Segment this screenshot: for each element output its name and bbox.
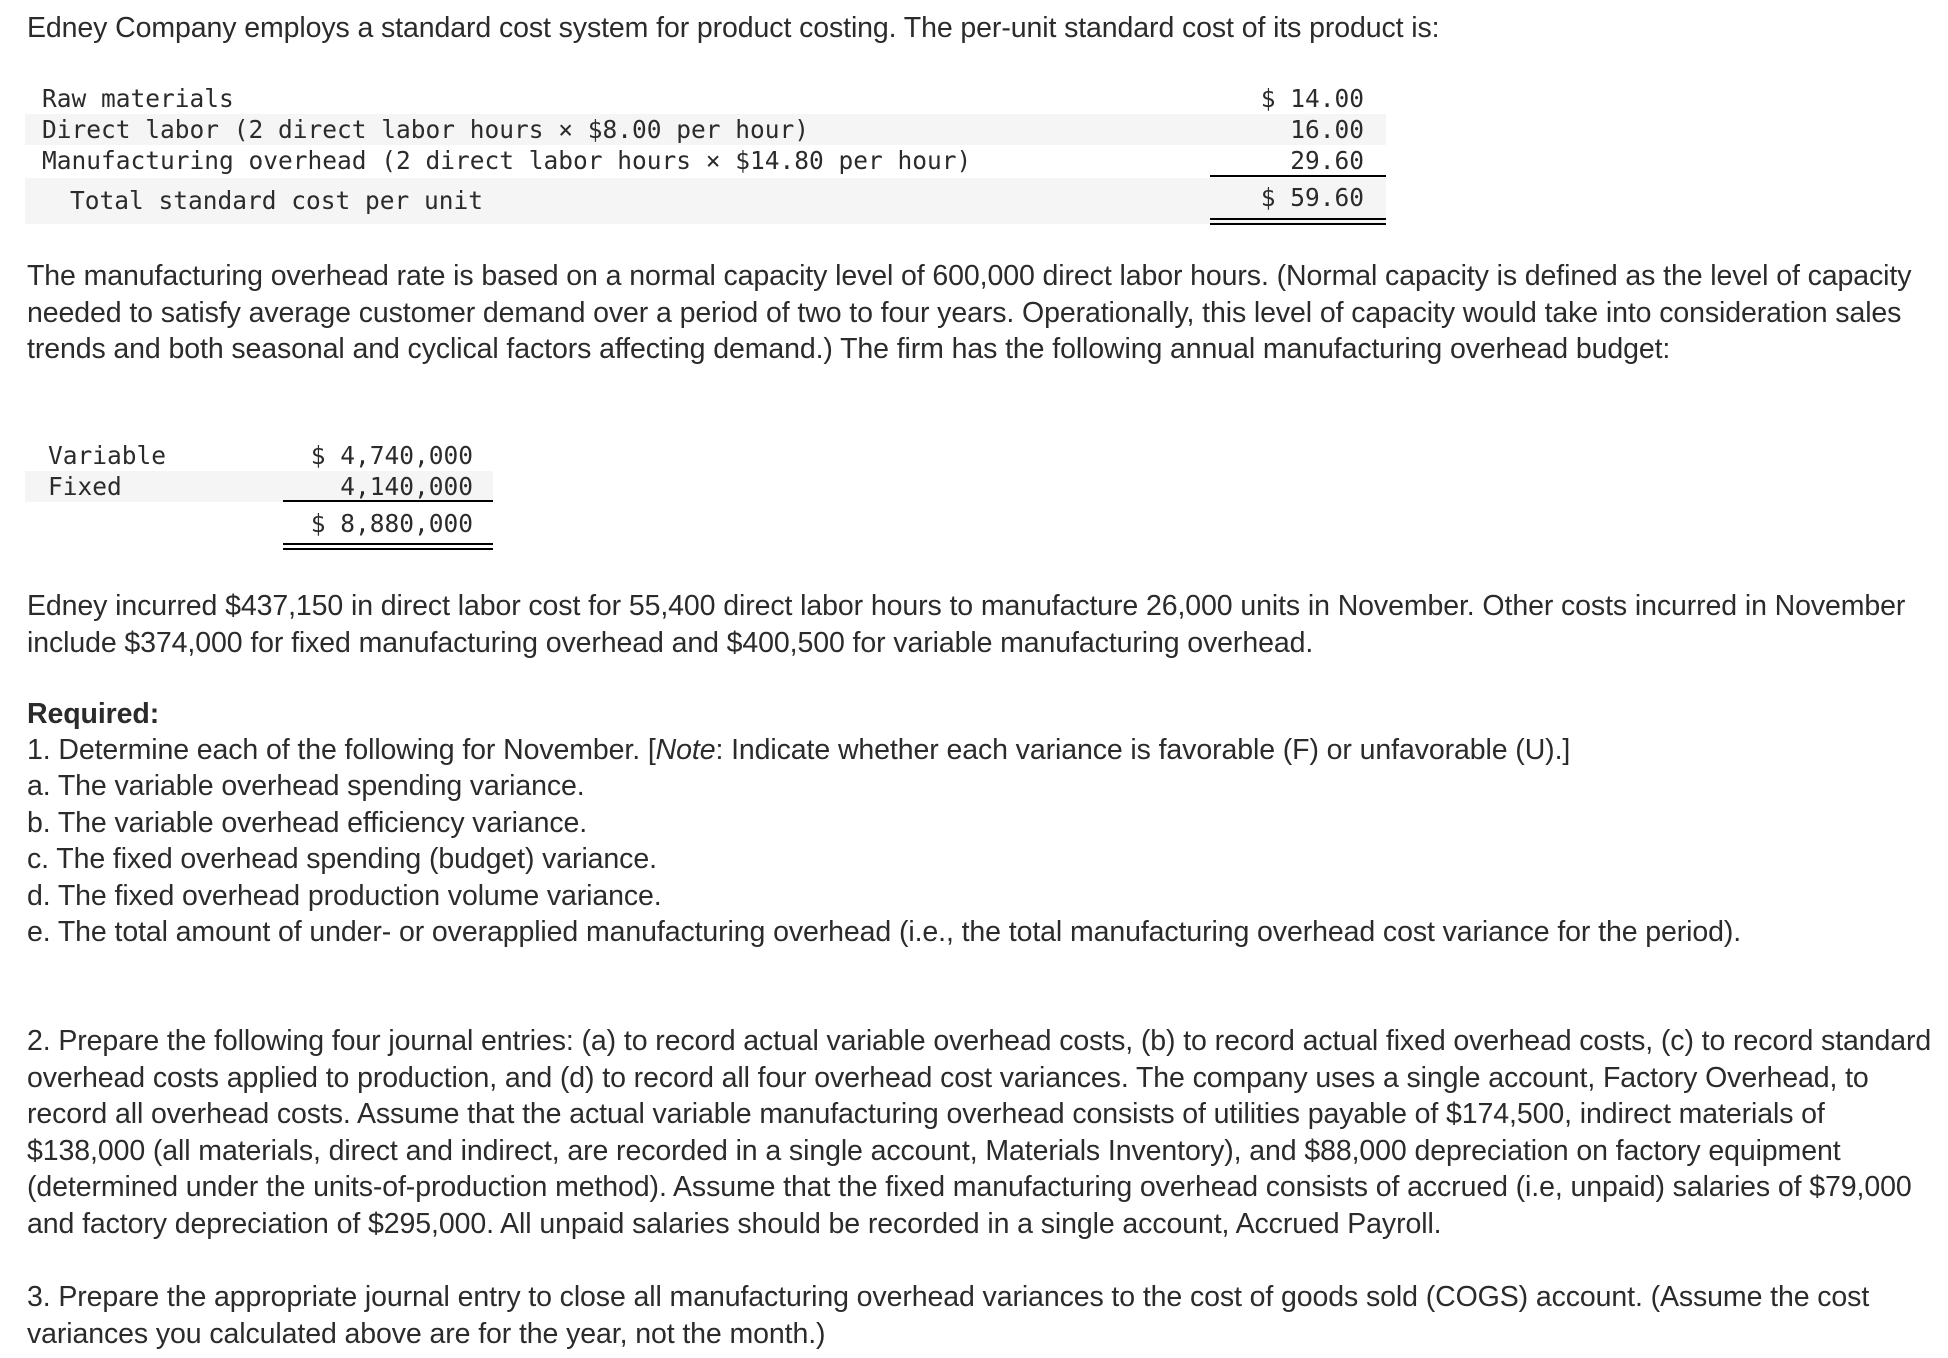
q1-note-label: Note bbox=[655, 734, 716, 766]
required-heading: Required: bbox=[27, 698, 160, 730]
actuals-paragraph: Edney incurred $437,150 in direct labor cost for 55,400 direct labor hours to manufacture 26,000 units in November. Other costs incurred in November include $374,000 for fixed manufacturing overhead and $400,500 for variable manufacturing overhead. bbox=[27, 590, 1906, 659]
table-row-fixed bbox=[25, 471, 493, 502]
q1-prefix: 1. Determine each of the following for November. [ bbox=[27, 734, 656, 766]
q1-item-e: e. The total amount of under- or overapplied manufacturing overhead (i.e., the total manufacturing overhead cost variance for the period). bbox=[27, 916, 1742, 948]
question-3: 3. Prepare the appropriate journal entry to close all manufacturing overhead variances to the cost of goods sold (COGS) account. (Assume the cost variances you calculated above are for the year, not the month.) bbox=[27, 1281, 1870, 1350]
required-heading-line bbox=[27, 696, 1932, 733]
row-amount: 4,140,000 bbox=[340, 472, 473, 501]
table-row-raw-materials bbox=[25, 83, 1386, 114]
subtotal-rule bbox=[283, 500, 493, 502]
total-label: Total standard cost per unit bbox=[70, 186, 484, 215]
row-amount: 29.60 bbox=[1290, 146, 1364, 175]
row-label: Manufacturing overhead (2 direct labor hours × $14.80 per hour) bbox=[42, 146, 972, 175]
table-row-total bbox=[25, 178, 1386, 224]
question-1 bbox=[27, 732, 1932, 769]
row-amount: 16.00 bbox=[1290, 115, 1364, 144]
subtotal-rule bbox=[1210, 175, 1386, 177]
q1-item-a: a. The variable overhead spending variance. bbox=[27, 770, 585, 802]
table-row-variable bbox=[25, 440, 493, 471]
row-amount: $ 4,740,000 bbox=[310, 441, 473, 470]
capacity-paragraph: The manufacturing overhead rate is based on a normal capacity level of 600,000 direct labor hours. (Normal capacity is defined as the level of capacity needed to satisfy average customer demand over a period of two to four years. Operationally, this level of capacity would take into consideration sales trends and both seasonal and cyclical factors affecting demand.) The firm has the following annual manufacturing overhead budget: bbox=[27, 260, 1912, 365]
row-label: Fixed bbox=[48, 472, 122, 501]
table-row-manufacturing-overhead bbox=[25, 145, 1386, 176]
total-double-rule bbox=[1210, 218, 1386, 225]
total-amount: $ 59.60 bbox=[1260, 183, 1364, 212]
row-label: Direct labor (2 direct labor hours × $8.00 per hour) bbox=[42, 115, 810, 144]
q1-item-b: b. The variable overhead efficiency variance. bbox=[27, 807, 588, 839]
row-label: Raw materials bbox=[42, 84, 234, 113]
row-label: Variable bbox=[48, 441, 167, 470]
total-double-rule bbox=[283, 543, 493, 550]
total-amount: $ 8,880,000 bbox=[310, 509, 473, 538]
row-amount: $ 14.00 bbox=[1260, 84, 1364, 113]
table-row-direct-labor bbox=[25, 114, 1386, 145]
table-row-budget-total bbox=[25, 508, 493, 539]
q1-item-c: c. The fixed overhead spending (budget) variance. bbox=[27, 843, 657, 875]
q1-suffix: : Indicate whether each variance is favorable (F) or unfavorable (U).] bbox=[715, 734, 1571, 766]
question-2: 2. Prepare the following four journal entries: (a) to record actual variable overhead costs, (b) to record actual fixed overhead costs, (c) to record standard overhead costs applied to production, and (d) to record all four overhead cost variances. The company uses a single account, Factory Overhead, to record all overhead costs. Assume that the actual variable manufacturing overhead consists of utilities payable of $174,500, indirect materials of $138,000 (all materials, direct and indirect, are recorded in a single account, Materials Inventory), and $88,000 depreciation on factory equipment (determined under the units-of-production method). Assume that the fixed manufacturing overhead consists of accrued (i.e, unpaid) salaries of $79,000 and factory depreciation of $295,000. All unpaid salaries should be recorded in a single account, Accrued Payroll. bbox=[27, 1025, 1932, 1240]
intro-text: Edney Company employs a standard cost system for product costing. The per-unit standard cost of its product is: bbox=[27, 12, 1440, 44]
q1-item-d: d. The fixed overhead production volume variance. bbox=[27, 880, 662, 912]
